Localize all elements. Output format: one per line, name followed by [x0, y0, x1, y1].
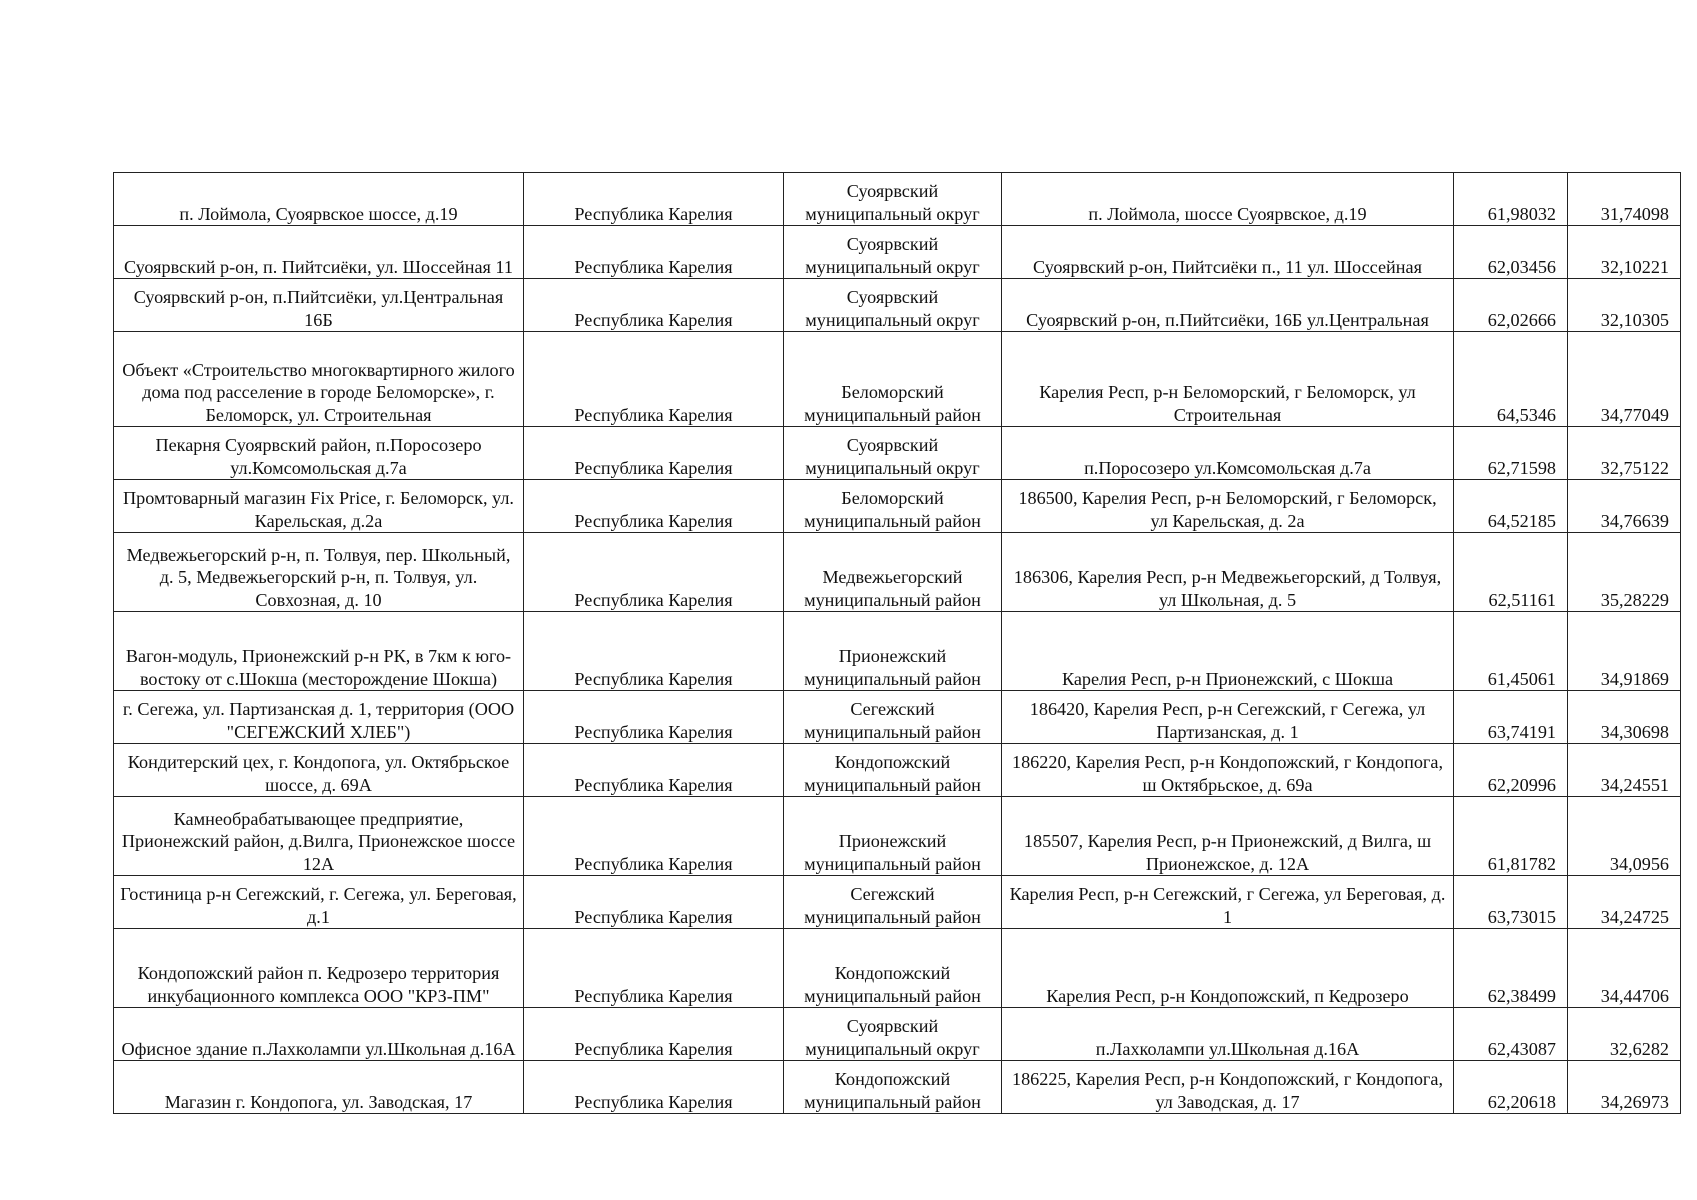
- document-page: [113, 172, 1680, 1114]
- region-cell: Республика Карелия: [524, 226, 784, 279]
- district-cell: Прионежский муниципальный район: [784, 612, 1002, 691]
- latitude-cell: 62,20996: [1454, 744, 1568, 797]
- object-cell: Вагон-модуль, Прионежский р-н РК, в 7км к юго-востоку от с.Шокша (месторождение Шокша): [114, 612, 524, 691]
- district-cell: Кондопожский муниципальный район: [784, 1061, 1002, 1114]
- object-cell: г. Сегежа, ул. Партизанская д. 1, территория (ООО "СЕГЕЖСКИЙ ХЛЕБ"): [114, 691, 524, 744]
- region-cell: Республика Карелия: [524, 533, 784, 612]
- longitude-cell: 31,74098: [1568, 173, 1681, 226]
- table-row: [114, 226, 1681, 279]
- longitude-cell: 34,26973: [1568, 1061, 1681, 1114]
- table-row: [114, 332, 1681, 427]
- latitude-cell: 62,02666: [1454, 279, 1568, 332]
- longitude-cell: 34,44706: [1568, 929, 1681, 1008]
- region-cell: Республика Карелия: [524, 612, 784, 691]
- longitude-cell: 32,6282: [1568, 1008, 1681, 1061]
- latitude-cell: 62,20618: [1454, 1061, 1568, 1114]
- region-cell: Республика Карелия: [524, 427, 784, 480]
- table-row: [114, 533, 1681, 612]
- address-cell: 186306, Карелия Респ, р-н Медвежьегорский, д Толвуя, ул Школьная, д. 5: [1002, 533, 1454, 612]
- region-cell: Республика Карелия: [524, 1008, 784, 1061]
- district-cell: Прионежский муниципальный район: [784, 797, 1002, 876]
- district-cell: Кондопожский муниципальный район: [784, 744, 1002, 797]
- table-row: [114, 612, 1681, 691]
- object-cell: п. Лоймола, Суоярвское шоссе, д.19: [114, 173, 524, 226]
- district-cell: Кондопожский муниципальный район: [784, 929, 1002, 1008]
- district-cell: Беломорский муниципальный район: [784, 480, 1002, 533]
- latitude-cell: 62,51161: [1454, 533, 1568, 612]
- longitude-cell: 32,10305: [1568, 279, 1681, 332]
- district-cell: Суоярвский муниципальный округ: [784, 226, 1002, 279]
- address-cell: п.Поросозеро ул.Комсомольская д.7а: [1002, 427, 1454, 480]
- table-row: [114, 691, 1681, 744]
- longitude-cell: 34,77049: [1568, 332, 1681, 427]
- object-cell: Офисное здание п.Лахколампи ул.Школьная д.16А: [114, 1008, 524, 1061]
- address-cell: Карелия Респ, р-н Беломорский, г Беломорск, ул Строительная: [1002, 332, 1454, 427]
- object-cell: Объект «Строительство многоквартирного жилого дома под расселение в городе Беломорске», г. Беломорск, ул. Строительная: [114, 332, 524, 427]
- address-cell: п.Лахколампи ул.Школьная д.16А: [1002, 1008, 1454, 1061]
- table-row: [114, 797, 1681, 876]
- address-cell: 186220, Карелия Респ, р-н Кондопожский, г Кондопога, ш Октябрьское, д. 69а: [1002, 744, 1454, 797]
- object-cell: Суоярвский р-он, п. Пийтсиёки, ул. Шоссейная 11: [114, 226, 524, 279]
- district-cell: Сегежский муниципальный район: [784, 691, 1002, 744]
- longitude-cell: 34,24551: [1568, 744, 1681, 797]
- region-cell: Республика Карелия: [524, 1061, 784, 1114]
- longitude-cell: 34,24725: [1568, 876, 1681, 929]
- latitude-cell: 62,03456: [1454, 226, 1568, 279]
- longitude-cell: 32,10221: [1568, 226, 1681, 279]
- region-cell: Республика Карелия: [524, 876, 784, 929]
- table-row: [114, 929, 1681, 1008]
- longitude-cell: 34,0956: [1568, 797, 1681, 876]
- object-cell: Кондопожский район п. Кедрозеро территория инкубационного комплекса ООО "КРЗ-ПМ": [114, 929, 524, 1008]
- longitude-cell: 34,30698: [1568, 691, 1681, 744]
- region-cell: Республика Карелия: [524, 279, 784, 332]
- region-cell: Республика Карелия: [524, 691, 784, 744]
- object-cell: Медвежьегорский р-н, п. Толвуя, пер. Школьный, д. 5, Медвежьегорский р-н, п. Толвуя, ул. Совхозная, д. 10: [114, 533, 524, 612]
- latitude-cell: 64,5346: [1454, 332, 1568, 427]
- region-cell: Республика Карелия: [524, 744, 784, 797]
- object-cell: Гостиница р-н Сегежский, г. Сегежа, ул. Береговая, д.1: [114, 876, 524, 929]
- table-row: [114, 1008, 1681, 1061]
- longitude-cell: 34,76639: [1568, 480, 1681, 533]
- object-cell: Промтоварный магазин Fix Price, г. Беломорск, ул. Карельская, д.2а: [114, 480, 524, 533]
- latitude-cell: 62,38499: [1454, 929, 1568, 1008]
- latitude-cell: 61,98032: [1454, 173, 1568, 226]
- longitude-cell: 32,75122: [1568, 427, 1681, 480]
- address-cell: п. Лоймола, шоссе Суоярвское, д.19: [1002, 173, 1454, 226]
- address-cell: Карелия Респ, р-н Прионежский, с Шокша: [1002, 612, 1454, 691]
- district-cell: Суоярвский муниципальный округ: [784, 427, 1002, 480]
- address-cell: Суоярвский р-он, Пийтсиёки п., 11 ул. Шоссейная: [1002, 226, 1454, 279]
- object-cell: Камнеобрабатывающее предприятие, Прионежский район, д.Вилга, Прионежское шоссе 12А: [114, 797, 524, 876]
- district-cell: Медвежьегорский муниципальный район: [784, 533, 1002, 612]
- address-cell: Суоярвский р-он, п.Пийтсиёки, 16Б ул.Центральная: [1002, 279, 1454, 332]
- address-cell: 185507, Карелия Респ, р-н Прионежский, д Вилга, ш Прионежское, д. 12А: [1002, 797, 1454, 876]
- district-cell: Суоярвский муниципальный округ: [784, 1008, 1002, 1061]
- address-cell: 186500, Карелия Респ, р-н Беломорский, г Беломорск, ул Карельская, д. 2а: [1002, 480, 1454, 533]
- address-cell: Карелия Респ, р-н Сегежский, г Сегежа, ул Береговая, д. 1: [1002, 876, 1454, 929]
- latitude-cell: 62,43087: [1454, 1008, 1568, 1061]
- district-cell: Суоярвский муниципальный округ: [784, 173, 1002, 226]
- object-cell: Пекарня Суоярвский район, п.Поросозеро ул.Комсомольская д.7а: [114, 427, 524, 480]
- region-cell: Республика Карелия: [524, 332, 784, 427]
- district-cell: Беломорский муниципальный район: [784, 332, 1002, 427]
- longitude-cell: 35,28229: [1568, 533, 1681, 612]
- region-cell: Республика Карелия: [524, 173, 784, 226]
- latitude-cell: 63,74191: [1454, 691, 1568, 744]
- address-cell: Карелия Респ, р-н Кондопожский, п Кедрозеро: [1002, 929, 1454, 1008]
- longitude-cell: 34,91869: [1568, 612, 1681, 691]
- region-cell: Республика Карелия: [524, 480, 784, 533]
- latitude-cell: 64,52185: [1454, 480, 1568, 533]
- latitude-cell: 62,71598: [1454, 427, 1568, 480]
- object-cell: Суоярвский р-он, п.Пийтсиёки, ул.Центральная 16Б: [114, 279, 524, 332]
- object-cell: Кондитерский цех, г. Кондопога, ул. Октябрьское шоссе, д. 69А: [114, 744, 524, 797]
- latitude-cell: 61,81782: [1454, 797, 1568, 876]
- table-row: [114, 876, 1681, 929]
- district-cell: Суоярвский муниципальный округ: [784, 279, 1002, 332]
- table-row: [114, 480, 1681, 533]
- table-row: [114, 173, 1681, 226]
- table-row: [114, 1061, 1681, 1114]
- latitude-cell: 61,45061: [1454, 612, 1568, 691]
- objects-table: [113, 172, 1681, 1114]
- table-row: [114, 744, 1681, 797]
- region-cell: Республика Карелия: [524, 797, 784, 876]
- table-row: [114, 279, 1681, 332]
- table-body: [114, 173, 1681, 1114]
- region-cell: Республика Карелия: [524, 929, 784, 1008]
- district-cell: Сегежский муниципальный район: [784, 876, 1002, 929]
- table-row: [114, 427, 1681, 480]
- object-cell: Магазин г. Кондопога, ул. Заводская, 17: [114, 1061, 524, 1114]
- latitude-cell: 63,73015: [1454, 876, 1568, 929]
- address-cell: 186225, Карелия Респ, р-н Кондопожский, г Кондопога, ул Заводская, д. 17: [1002, 1061, 1454, 1114]
- address-cell: 186420, Карелия Респ, р-н Сегежский, г Сегежа, ул Партизанская, д. 1: [1002, 691, 1454, 744]
